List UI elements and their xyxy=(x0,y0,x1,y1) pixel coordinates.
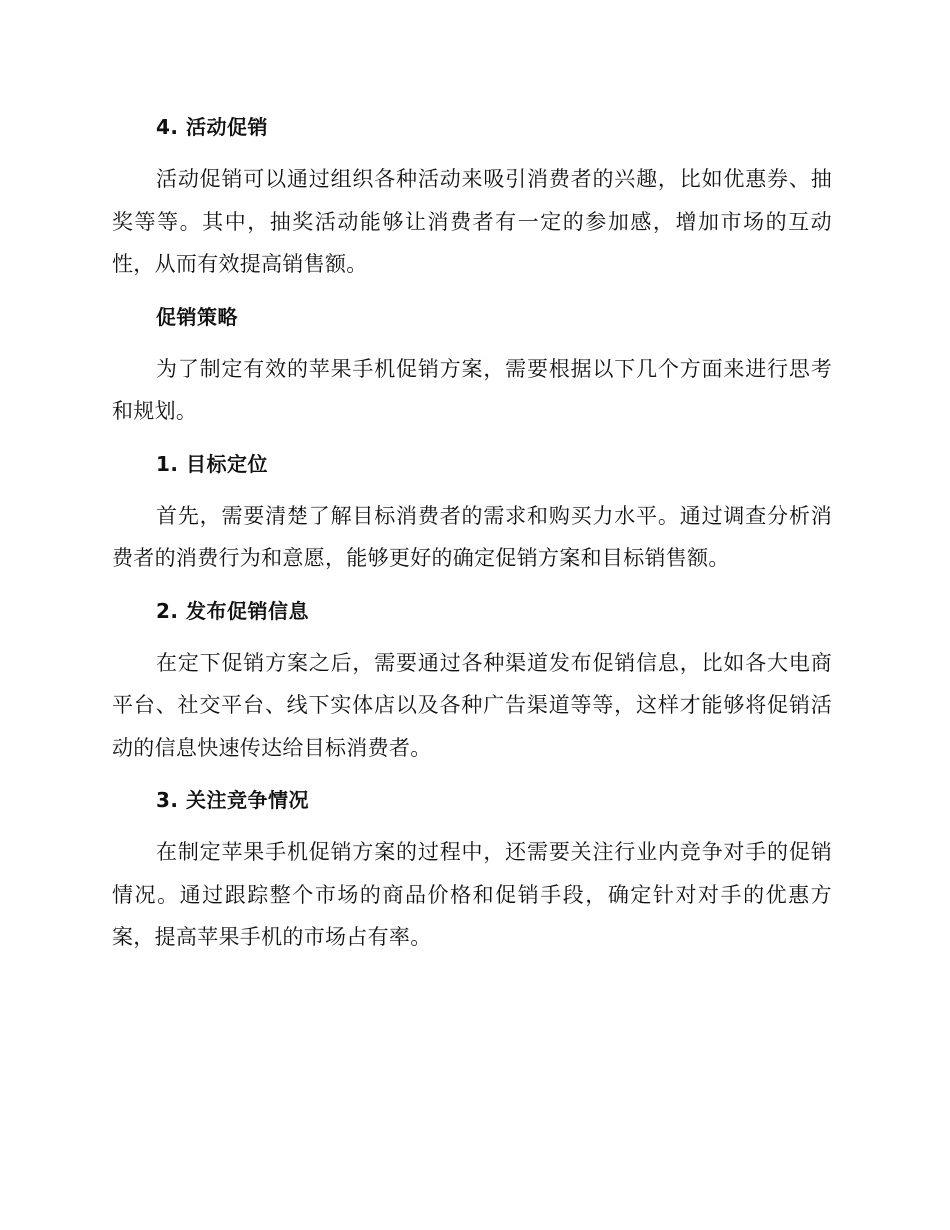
section-heading-publish-info: 2. 发布促销信息 xyxy=(156,598,309,623)
section-heading-competition: 3. 关注竞争情况 xyxy=(156,788,309,812)
paragraph-competition: 在制定苹果手机促销方案的过程中，还需要关注行业内竞争对手的促销情况。通过跟踪整个市场的商品价格和促销手段，确定针对对手的优惠方案，提高苹果手机的市场占有率。 xyxy=(112,840,832,949)
section-heading-target-positioning: 1. 目标定位 xyxy=(156,451,268,476)
paragraph-event-promotion: 活动促销可以通过组织各种活动来吸引消费者的兴趣，比如优惠券、抽奖等等。其中，抽奖活动能够让消费者有一定的参加感，增加市场的互动性，从而有效提高销售额。 xyxy=(112,167,832,276)
paragraph-target-positioning: 首先，需要清楚了解目标消费者的需求和购买力水平。通过调查分析消费者的消费行为和意愿，能够更好的确定促销方案和目标销售额。 xyxy=(112,503,832,570)
paragraph-publish-info: 在定下促销方案之后，需要通过各种渠道发布促销信息，比如各大电商平台、社交平台、线下实体店以及各种广告渠道等等，这样才能够将促销活动的信息快速传达给目标消费者。 xyxy=(112,650,832,760)
section-heading-event-promotion: 4. 活动促销 xyxy=(156,115,268,139)
section-heading-promotion-strategy: 促销策略 xyxy=(156,304,238,329)
paragraph-promotion-strategy: 为了制定有效的苹果手机促销方案，需要根据以下几个方面来进行思考和规划。 xyxy=(112,356,832,423)
document-body xyxy=(112,106,832,969)
